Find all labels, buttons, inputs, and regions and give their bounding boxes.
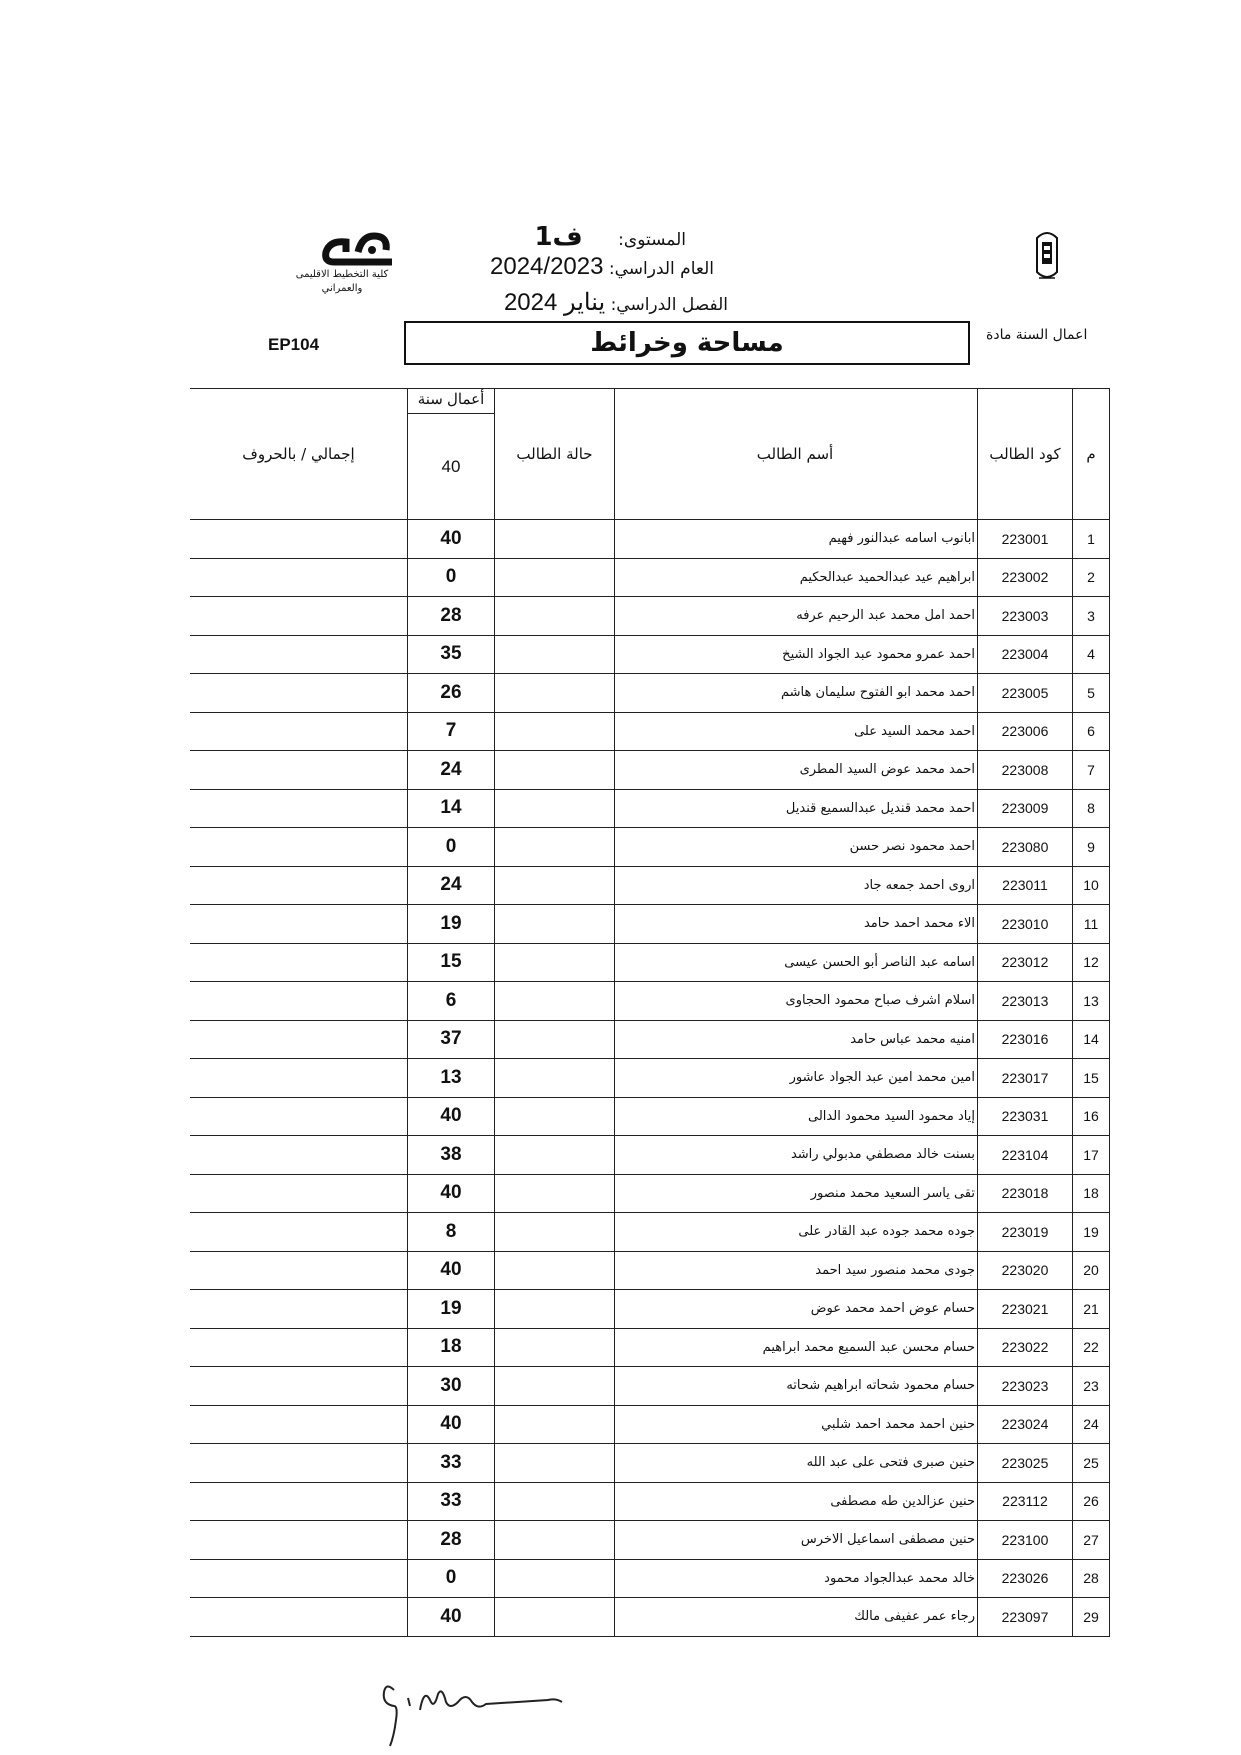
total-cell [190,828,408,867]
student-code-cell: 223004 [978,635,1073,674]
total-cell [190,520,408,559]
total-cell [190,1136,408,1175]
student-name-cell: حنين عزالدين طه مصطفى [615,1482,978,1521]
student-code-cell: 223006 [978,712,1073,751]
mark-cell: 19 [408,1290,495,1329]
student-code-cell: 223010 [978,905,1073,944]
status-cell [495,1174,615,1213]
total-cell [190,1559,408,1598]
header-mark-label: أعمال سنة [408,389,494,414]
status-cell [495,674,615,713]
total-cell [190,712,408,751]
header-mark [408,389,495,520]
total-cell [190,751,408,790]
faculty-name: كلية التخطيط الاقليمى والعمراني [295,269,389,294]
university-seal-logo [1034,228,1060,284]
status-cell [495,1097,615,1136]
mark-cell: 24 [408,751,495,790]
row-index-cell: 7 [1073,751,1110,790]
student-code-cell: 223009 [978,789,1073,828]
student-name-cell: حسام محمود شحاته ابراهيم شحاته [615,1367,978,1406]
row-index-cell: 14 [1073,1020,1110,1059]
status-cell [495,520,615,559]
student-name-cell: تقى ياسر السعيد محمد منصور [615,1174,978,1213]
student-code-cell: 223022 [978,1328,1073,1367]
row-index-cell: 1 [1073,520,1110,559]
student-code-cell: 223001 [978,520,1073,559]
status-cell [495,1290,615,1329]
student-name-cell: الاء محمد احمد حامد [615,905,978,944]
mark-cell: 0 [408,828,495,867]
mark-cell: 24 [408,866,495,905]
row-index-cell: 27 [1073,1521,1110,1560]
student-name-cell: حسام عوض احمد محمد عوض [615,1290,978,1329]
total-cell [190,1328,408,1367]
total-cell [190,1059,408,1098]
student-name-cell: بسنت خالد مصطفي مدبولي راشد [615,1136,978,1175]
subject-title: مساحة وخرائط [404,321,970,365]
status-cell [495,1444,615,1483]
mark-cell: 6 [408,982,495,1021]
student-name-cell: خالد محمد عبدالجواد محمود [615,1559,978,1598]
mark-cell: 8 [408,1213,495,1252]
student-code-cell: 223008 [978,751,1073,790]
student-name-cell: إياد محمود السيد محمود الدالى [615,1097,978,1136]
student-code-cell: 223002 [978,558,1073,597]
total-cell [190,558,408,597]
student-code-cell: 223024 [978,1405,1073,1444]
student-name-cell: اروى احمد جمعه جاد [615,866,978,905]
faculty-logo [322,230,396,270]
row-index-cell: 20 [1073,1251,1110,1290]
subject-caption: اعمال السنة مادة [986,327,1088,343]
table-row [190,712,1110,751]
row-index-cell: 26 [1073,1482,1110,1521]
total-cell [190,982,408,1021]
status-cell [495,1559,615,1598]
header-status: حالة الطالب [495,389,615,520]
table-row [190,1251,1110,1290]
mark-cell: 28 [408,597,495,636]
row-index-cell: 16 [1073,1097,1110,1136]
table-row [190,1213,1110,1252]
row-index-cell: 9 [1073,828,1110,867]
student-name-cell: امين محمد امين عبد الجواد عاشور [615,1059,978,1098]
status-cell [495,1059,615,1098]
total-cell [190,1251,408,1290]
total-cell [190,635,408,674]
student-name-cell: حنين صبرى فتحى على عبد الله [615,1444,978,1483]
status-cell [495,943,615,982]
mark-cell: 33 [408,1444,495,1483]
table-row [190,1559,1110,1598]
student-code-cell: 223100 [978,1521,1073,1560]
mark-cell: 14 [408,789,495,828]
mark-cell: 28 [408,1521,495,1560]
student-name-cell: اسلام اشرف صباح محمود الحجاوى [615,982,978,1021]
row-index-cell: 15 [1073,1059,1110,1098]
total-cell [190,1521,408,1560]
status-cell [495,1482,615,1521]
mark-cell: 40 [408,1251,495,1290]
table-row [190,1444,1110,1483]
row-index-cell: 13 [1073,982,1110,1021]
student-code-cell: 223013 [978,982,1073,1021]
mark-cell: 0 [408,558,495,597]
status-cell [495,597,615,636]
student-code-cell: 223019 [978,1213,1073,1252]
status-cell [495,751,615,790]
table-row [190,1059,1110,1098]
table-row [190,1598,1110,1637]
course-code: EP104 [268,335,320,354]
total-cell [190,1020,408,1059]
total-cell [190,1290,408,1329]
row-index-cell: 8 [1073,789,1110,828]
student-name-cell: حسام محسن عبد السميع محمد ابراهيم [615,1328,978,1367]
row-index-cell: 23 [1073,1367,1110,1406]
student-code-cell: 223023 [978,1367,1073,1406]
row-index-cell: 29 [1073,1598,1110,1637]
student-code-cell: 223018 [978,1174,1073,1213]
term-value: يناير 2024 [503,289,606,316]
mark-cell: 40 [408,1405,495,1444]
status-cell [495,982,615,1021]
student-name-cell: جوده محمد جوده عبد القادر على [615,1213,978,1252]
student-code-cell: 223005 [978,674,1073,713]
total-cell [190,789,408,828]
total-cell [190,1405,408,1444]
level-value: ف1 [534,222,583,252]
student-name-cell: احمد محمد قنديل عبدالسميع قنديل [615,789,978,828]
header-name: أسم الطالب [615,389,978,520]
student-name-cell: ابراهيم عيد عبدالحميد عبدالحكيم [615,558,978,597]
mark-cell: 26 [408,674,495,713]
header-index: م [1073,389,1110,520]
total-cell [190,943,408,982]
student-code-cell: 223097 [978,1598,1073,1637]
mark-cell: 37 [408,1020,495,1059]
status-cell [495,905,615,944]
student-name-cell: احمد محمد ابو الفتوح سليمان هاشم [615,674,978,713]
student-name-cell: حنين مصطفى اسماعيل الاخرس [615,1521,978,1560]
student-code-cell: 223017 [978,1059,1073,1098]
header-code: كود الطالب [978,389,1073,520]
status-cell [495,1136,615,1175]
student-name-cell: ابانوب اسامه عبدالنور فهيم [615,520,978,559]
student-name-cell: جودى محمد منصور سيد احمد [615,1251,978,1290]
level-row [534,222,686,252]
total-cell [190,1213,408,1252]
mark-cell: 18 [408,1328,495,1367]
student-code-cell: 223031 [978,1097,1073,1136]
term-row [504,288,728,317]
student-code-cell: 223016 [978,1020,1073,1059]
table-header-row [190,389,1110,520]
status-cell [495,1405,615,1444]
row-index-cell: 24 [1073,1405,1110,1444]
total-cell [190,1174,408,1213]
table-row [190,1482,1110,1521]
status-cell [495,1598,615,1637]
mark-cell: 33 [408,1482,495,1521]
table-row [190,982,1110,1021]
row-index-cell: 3 [1073,597,1110,636]
mark-cell: 13 [408,1059,495,1098]
mark-cell: 15 [408,943,495,982]
mark-cell: 40 [408,1097,495,1136]
student-name-cell: احمد محمود نصر حسن [615,828,978,867]
mark-cell: 19 [408,905,495,944]
student-name-cell: احمد امل محمد عبد الرحيم عرفه [615,597,978,636]
student-code-cell: 223025 [978,1444,1073,1483]
table-row [190,1405,1110,1444]
student-name-cell: احمد محمد السيد على [615,712,978,751]
status-cell [495,789,615,828]
student-name-cell: احمد عمرو محمود عبد الجواد الشيخ [615,635,978,674]
row-index-cell: 10 [1073,866,1110,905]
status-cell [495,1367,615,1406]
mark-cell: 38 [408,1136,495,1175]
table-row [190,943,1110,982]
student-code-cell: 223104 [978,1136,1073,1175]
table-row [190,558,1110,597]
total-cell [190,1097,408,1136]
student-name-cell: رجاء عمر عفيفى مالك [615,1598,978,1637]
row-index-cell: 4 [1073,635,1110,674]
table-row [190,1136,1110,1175]
status-cell [495,1213,615,1252]
total-cell [190,1444,408,1483]
row-index-cell: 18 [1073,1174,1110,1213]
table-row [190,1367,1110,1406]
header-mark-max: 40 [441,456,461,476]
total-cell [190,1598,408,1637]
row-index-cell: 2 [1073,558,1110,597]
table-row [190,751,1110,790]
status-cell [495,712,615,751]
student-code-cell: 223003 [978,597,1073,636]
status-cell [495,1251,615,1290]
total-cell [190,674,408,713]
student-code-cell: 223026 [978,1559,1073,1598]
table-row [190,828,1110,867]
table-row [190,866,1110,905]
table-row [190,1020,1110,1059]
row-index-cell: 5 [1073,674,1110,713]
year-label: العام الدراسي: [608,259,714,279]
status-cell [495,635,615,674]
student-code-cell: 223012 [978,943,1073,982]
table-row [190,789,1110,828]
student-name-cell: احمد محمد عوض السيد المطرى [615,751,978,790]
table-row [190,597,1110,636]
status-cell [495,1020,615,1059]
row-index-cell: 11 [1073,905,1110,944]
mark-cell: 30 [408,1367,495,1406]
handwritten-signature [380,1680,570,1754]
student-code-cell: 223020 [978,1251,1073,1290]
row-index-cell: 22 [1073,1328,1110,1367]
student-code-cell: 223011 [978,866,1073,905]
total-cell [190,1367,408,1406]
row-index-cell: 21 [1073,1290,1110,1329]
table-row [190,905,1110,944]
mark-cell: 40 [408,1174,495,1213]
total-cell [190,866,408,905]
student-code-cell: 223021 [978,1290,1073,1329]
row-index-cell: 12 [1073,943,1110,982]
table-body [190,520,1110,1637]
table-row [190,1328,1110,1367]
mark-cell: 40 [408,1598,495,1637]
total-cell [190,905,408,944]
status-cell [495,866,615,905]
header-total: إجمالي / بالحروف [190,389,408,520]
mark-cell: 35 [408,635,495,674]
student-code-cell: 223112 [978,1482,1073,1521]
row-index-cell: 17 [1073,1136,1110,1175]
mark-cell: 40 [408,520,495,559]
table-row [190,1521,1110,1560]
level-label: المستوى: [618,230,686,250]
student-name-cell: اسامه عبد الناصر أبو الحسن عيسى [615,943,978,982]
student-code-cell: 223080 [978,828,1073,867]
table-row [190,674,1110,713]
mark-cell: 0 [408,1559,495,1598]
status-cell [495,1521,615,1560]
status-cell [495,1328,615,1367]
status-cell [495,828,615,867]
total-cell [190,597,408,636]
mark-cell: 7 [408,712,495,751]
status-cell [495,558,615,597]
student-name-cell: امنيه محمد عباس حامد [615,1020,978,1059]
row-index-cell: 25 [1073,1444,1110,1483]
table-row [190,1290,1110,1329]
row-index-cell: 19 [1073,1213,1110,1252]
term-label: الفصل الدراسي: [610,295,728,315]
table-row [190,635,1110,674]
grades-table [190,388,1110,1637]
table-row [190,1097,1110,1136]
student-name-cell: حنين احمد محمد احمد شلبي [615,1405,978,1444]
total-cell [190,1482,408,1521]
table-row [190,520,1110,559]
year-row [490,253,714,281]
table-row [190,1174,1110,1213]
year-value: 2024/2023 [490,253,604,280]
row-index-cell: 6 [1073,712,1110,751]
row-index-cell: 28 [1073,1559,1110,1598]
